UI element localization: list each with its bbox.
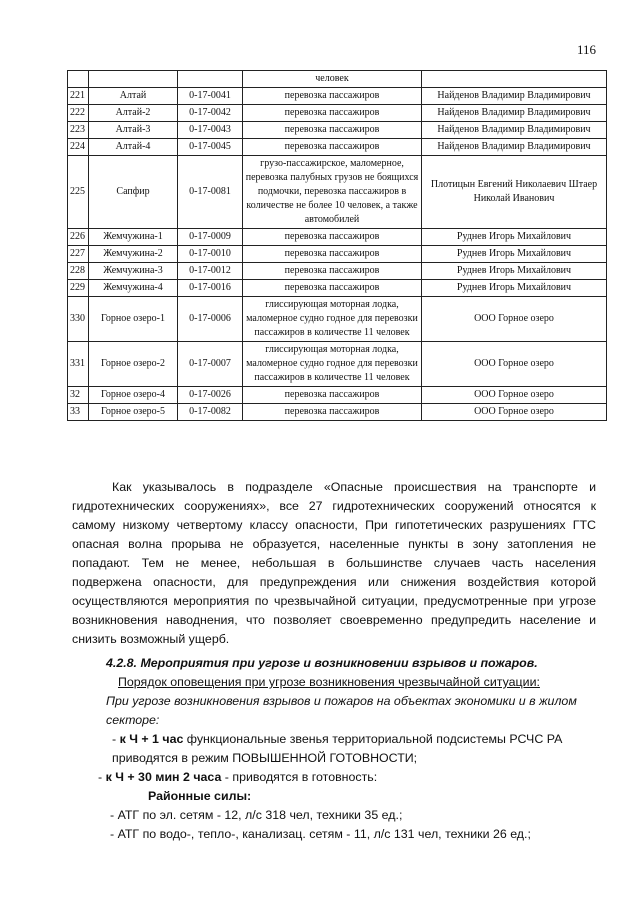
force-item-electric: - АТГ по эл. сетям - 12, л/с 318 чел, техники 35 ед.; xyxy=(110,808,403,822)
registration-number-cell: 0-17-0045 xyxy=(178,139,243,156)
registration-number-cell: 0-17-0007 xyxy=(178,342,243,387)
vessel-name-cell: Горное озеро-1 xyxy=(89,297,178,342)
purpose-cell: грузо-пассажирское, маломерное, перевозка палубных грузов не боящихся подмочки, перевозка пассажиров в количестве не более 10 человек, а также автомобилей xyxy=(243,156,422,229)
registration-number-cell: 0-17-0043 xyxy=(178,122,243,139)
vessel-name-cell: Жемчужина-4 xyxy=(89,280,178,297)
table-row xyxy=(68,71,607,88)
list-item-1-hour xyxy=(72,730,596,768)
list-item-1-bold: к Ч + 1 час xyxy=(119,732,184,746)
registration-number-cell: 0-17-0006 xyxy=(178,297,243,342)
owner-cell: Найденов Владимир Владимирович xyxy=(422,122,607,139)
italic-intro: При угрозе возникновения взрывов и пожаров на объектах экономики и в жилом секторе: xyxy=(106,694,577,727)
row-number-cell: 32 xyxy=(68,387,89,404)
table-row xyxy=(68,387,607,404)
vessel-name-cell: Жемчужина-2 xyxy=(89,246,178,263)
purpose-cell: глиссирующая моторная лодка, маломерное судно годное для перевозки пассажиров в количестве 11 человек xyxy=(243,342,422,387)
purpose-cell: перевозка пассажиров xyxy=(243,139,422,156)
owner-cell: Найденов Владимир Владимирович xyxy=(422,88,607,105)
table-row xyxy=(68,122,607,139)
list-item-2-hours xyxy=(72,768,596,787)
table-row xyxy=(68,342,607,387)
page-body xyxy=(72,478,596,844)
row-number-cell: 331 xyxy=(68,342,89,387)
vessel-name-cell xyxy=(89,71,178,88)
vessel-name-cell: Горное озеро-5 xyxy=(89,404,178,421)
purpose-cell: глиссирующая моторная лодка, маломерное судно годное для перевозки пассажиров в количестве 11 человек xyxy=(243,297,422,342)
list-dash: - xyxy=(112,732,120,746)
purpose-cell: перевозка пассажиров xyxy=(243,105,422,122)
purpose-cell: перевозка пассажиров xyxy=(243,88,422,105)
row-number-cell: 221 xyxy=(68,88,89,105)
purpose-cell: перевозка пассажиров xyxy=(243,229,422,246)
row-number-cell: 225 xyxy=(68,156,89,229)
registration-number-cell: 0-17-0010 xyxy=(178,246,243,263)
table-row xyxy=(68,88,607,105)
vessel-name-cell: Сапфир xyxy=(89,156,178,229)
row-number-cell: 228 xyxy=(68,263,89,280)
table-row xyxy=(68,156,607,229)
purpose-cell: человек xyxy=(243,71,422,88)
row-number-cell: 224 xyxy=(68,139,89,156)
table-row xyxy=(68,139,607,156)
table-row xyxy=(68,297,607,342)
registration-number-cell xyxy=(178,71,243,88)
table-row xyxy=(68,105,607,122)
row-number-cell: 222 xyxy=(68,105,89,122)
vessel-registry-table xyxy=(67,70,607,421)
vessel-name-cell: Жемчужина-3 xyxy=(89,263,178,280)
row-number-cell: 226 xyxy=(68,229,89,246)
owner-cell: Найденов Владимир Владимирович xyxy=(422,139,607,156)
owner-cell: ООО Горное озеро xyxy=(422,297,607,342)
list-item-2-bold: к Ч + 30 мин 2 часа xyxy=(105,770,222,784)
owner-cell: ООО Горное озеро xyxy=(422,342,607,387)
vessel-name-cell: Жемчужина-1 xyxy=(89,229,178,246)
registration-number-cell: 0-17-0026 xyxy=(178,387,243,404)
table-row xyxy=(68,229,607,246)
row-number-cell: 227 xyxy=(68,246,89,263)
paragraph-hydro-safety: Как указывалось в подразделе «Опасные происшествия на транспорте и гидротехнических сооружениях», все 27 гидротехнических сооружений относятся к самому низкому четвертому классу опасности, При гипотетических разрушениях ГТС опасная волна прорыва не образуется, населенные пункты в зону затопления не попадают. Тем не менее, небольшая в большинстве случаев часть населения подвержена опасности, для предупреждения или снижения воздействия которой осуществляются мероприятия по чрезвычайной ситуации, предусмотренные при угрозе возникновения наводнения, что позволяет своевременно предупредить население и снизить возможный ущерб. xyxy=(72,480,596,646)
list-item-2-text: - приводятся в готовность: xyxy=(221,770,378,784)
row-number-cell: 229 xyxy=(68,280,89,297)
table-row xyxy=(68,263,607,280)
list-item-1-text: функциональные звенья территориальной подсистемы РСЧС РА приводятся в режим ПОВЫШЕННОЙ ГОТОВНОСТИ; xyxy=(112,732,563,765)
purpose-cell: перевозка пассажиров xyxy=(243,387,422,404)
registration-number-cell: 0-17-0009 xyxy=(178,229,243,246)
owner-cell: Руднев Игорь Михайлович xyxy=(422,280,607,297)
subheading-notification: Порядок оповещения при угрозе возникновения чрезвычайной ситуации: xyxy=(118,675,540,689)
purpose-cell: перевозка пассажиров xyxy=(243,263,422,280)
registration-number-cell: 0-17-0016 xyxy=(178,280,243,297)
registration-number-cell: 0-17-0081 xyxy=(178,156,243,229)
vessel-name-cell: Алтай-2 xyxy=(89,105,178,122)
row-number-cell: 223 xyxy=(68,122,89,139)
row-number-cell: 330 xyxy=(68,297,89,342)
vessel-name-cell: Горное озеро-4 xyxy=(89,387,178,404)
registration-number-cell: 0-17-0042 xyxy=(178,105,243,122)
purpose-cell: перевозка пассажиров xyxy=(243,122,422,139)
forces-heading: Районные силы: xyxy=(148,789,252,803)
vessel-name-cell: Алтай-4 xyxy=(89,139,178,156)
registration-number-cell: 0-17-0082 xyxy=(178,404,243,421)
vessel-name-cell: Алтай xyxy=(89,88,178,105)
table-row xyxy=(68,280,607,297)
registration-number-cell: 0-17-0041 xyxy=(178,88,243,105)
purpose-cell: перевозка пассажиров xyxy=(243,280,422,297)
table-row xyxy=(68,404,607,421)
force-item-water: - АТГ по водо-, тепло-, канализац. сетям - 11, л/с 131 чел, техники 26 ед.; xyxy=(110,827,531,841)
vessel-name-cell: Горное озеро-2 xyxy=(89,342,178,387)
row-number-cell: 33 xyxy=(68,404,89,421)
table-row xyxy=(68,246,607,263)
owner-cell: ООО Горное озеро xyxy=(422,404,607,421)
owner-cell: Руднев Игорь Михайлович xyxy=(422,229,607,246)
owner-cell: ООО Горное озеро xyxy=(422,387,607,404)
owner-cell: Руднев Игорь Михайлович xyxy=(422,263,607,280)
registration-number-cell: 0-17-0012 xyxy=(178,263,243,280)
section-heading: 4.2.8. Мероприятия при угрозе и возникновении взрывов и пожаров. xyxy=(106,656,538,670)
purpose-cell: перевозка пассажиров xyxy=(243,404,422,421)
owner-cell: Руднев Игорь Михайлович xyxy=(422,246,607,263)
page-number: 116 xyxy=(576,42,596,57)
list-dash: - xyxy=(98,770,106,784)
vessel-name-cell: Алтай-3 xyxy=(89,122,178,139)
owner-cell: Найденов Владимир Владимирович xyxy=(422,105,607,122)
owner-cell: Плотицын Евгений Николаевич Штаер Николай Иванович xyxy=(422,156,607,229)
owner-cell xyxy=(422,71,607,88)
row-number-cell xyxy=(68,71,89,88)
purpose-cell: перевозка пассажиров xyxy=(243,246,422,263)
